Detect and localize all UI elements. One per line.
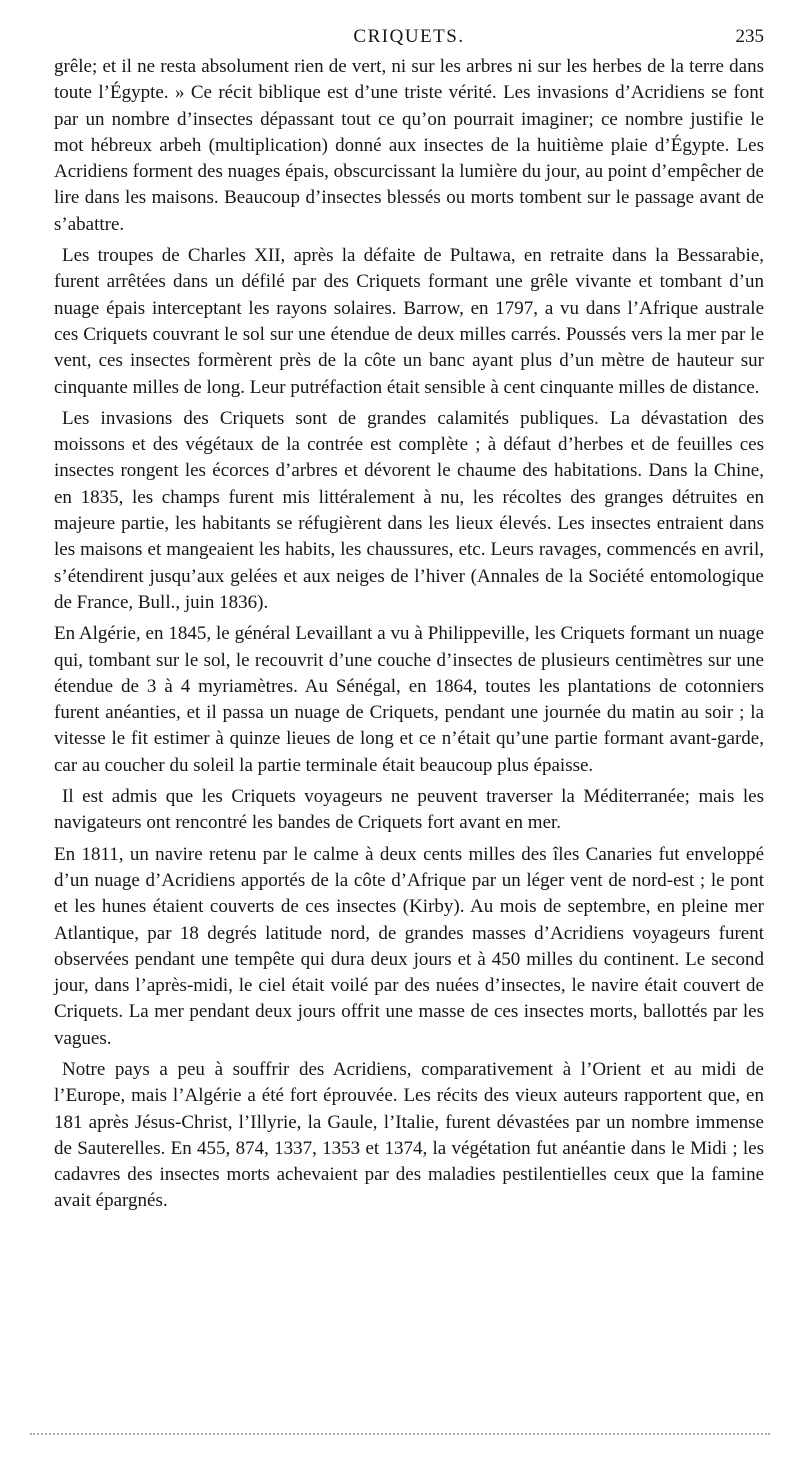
paragraph-algeria-senegal: En Algérie, en 1845, le général Levaillant a vu à Philippeville, les Criquets formant un nuage qui, tombant sur le sol, le recouvrit d’une couche d’insectes de plusieurs centimètres sur une étendue de 3 à 4 myriamètres. Au Sénégal, en 1864, toutes les plantations de cotonniers furent anéanties, et il passa un nuage de Criquets, pendant une journée du matin au soir ; la vitesse le fit estimer à quinze lieues de long et ce n’était qu’une partie formant avant-garde, car au coucher du soleil la partie terminale était beaucoup plus épaisse. [54, 623, 764, 776]
paragraph-canaries-1811: En 1811, un navire retenu par le calme à deux cents milles des îles Canaries fut enveloppé d’un nuage d’Acridiens apportés de la côte d’Afrique par un léger vent de nord-est ; le pont et les hunes étaient couverts de ces insectes (Kirby). Au mois de septembre, en pleine mer Atlantique, par 18 degrés latitude nord, de grandes masses d’Acridiens voyageurs furent observées pendant une tempête qui dura deux jours et à 450 milles du continent. Le second jour, dans l’après-midi, le ciel était voilé par des nuées d’insectes, le navire était couvert de Criquets. La mer pendant deux jours offrit une masse de ces insectes morts, ballottés par les vagues. [54, 843, 764, 1049]
paragraph-calamities: Les invasions des Criquets sont de grandes calamités publiques. La dévastation des moissons et des végétaux de la contrée est complète ; à défaut d’herbes et de feuilles ces insectes rongent les écorces d’arbres et dévorent le chaume des habitations. Dans la Chine, en 1835, les champs furent mis littéralement à nu, les récoltes des granges détruites en majeure partie, les habitants se réfugièrent dans les lieux élevés. Les insectes entraient dans les maisons et mangeaient les habits, les chaussures, etc. Leurs ravages, commencés en avril, s’étendirent jusqu’aux gelées et aux neiges de l’hiver (Annales de la Société entomologique de France, Bull., juin 1836). [54, 407, 764, 613]
running-head [54, 22, 764, 54]
paragraph-europe-history: Notre pays a peu à souffrir des Acridiens, comparativement à l’Orient et au midi de l’Europe, mais l’Algérie a été fort éprouvée. Les récits des vieux auteurs rapportent que, en 181 après Jésus-Christ, l’Illyrie, la Gaule, l’Italie, furent dévastées par un nombre immense de Sauterelles. En 455, 874, 1337, 1353 et 1374, la végétation fut anéantie dans le Midi ; les cadavres des insectes morts achevaient par des maladies pestilentielles ceux que la famine avait épargnés. [54, 1058, 764, 1212]
page-number: 235 [735, 26, 764, 47]
bottom-dotted-rule [30, 1433, 770, 1435]
paragraph-mediterranean: Il est admis que les Criquets voyageurs ne peuvent traverser la Méditerranée; mais les navigateurs ont rencontré les bandes de Criquets fort avant en mer. [54, 786, 764, 834]
running-title: CRIQUETS. [353, 26, 465, 47]
body-text [54, 54, 764, 1215]
paragraph-charles-xii: Les troupes de Charles XII, après la défaite de Pultawa, en retraite dans la Bessarabie, furent arrêtées dans un défilé par des Criquets formant une grêle vivante et tombant d’un nuage épais interceptant les rayons solaires. Barrow, en 1797, a vu dans l’Afrique australe ces Criquets couvrant le sol sur une étendue de deux milles carrés. Poussés vers la mer par le vent, ces insectes formèrent près de la côte un banc ayant plus d’un mètre de hauteur sur cinquante milles de long. Leur putréfaction était sensible à cent cinquante milles de distance. [54, 245, 764, 398]
book-page [54, 22, 764, 1220]
paragraph-continuation: grêle; et il ne resta absolument rien de vert, ni sur les arbres ni sur les herbes de la terre dans toute l’Égypte. » Ce récit biblique est d’une triste vérité. Les invasions d’Acridiens se font par un nombre d’insectes dépassant tout ce qu’on pourrait imaginer; ce nombre justifie le mot hébreux arbeh (multiplication) donné aux insectes de la huitième plaie d’Égypte. Les Acridiens forment des nuages épais, obscurcissant la lumière du jour, au point d’empêcher de lire dans les maisons. Beaucoup d’insectes blessés ou morts tombent sur le passage avant de s’abattre. [54, 56, 764, 235]
